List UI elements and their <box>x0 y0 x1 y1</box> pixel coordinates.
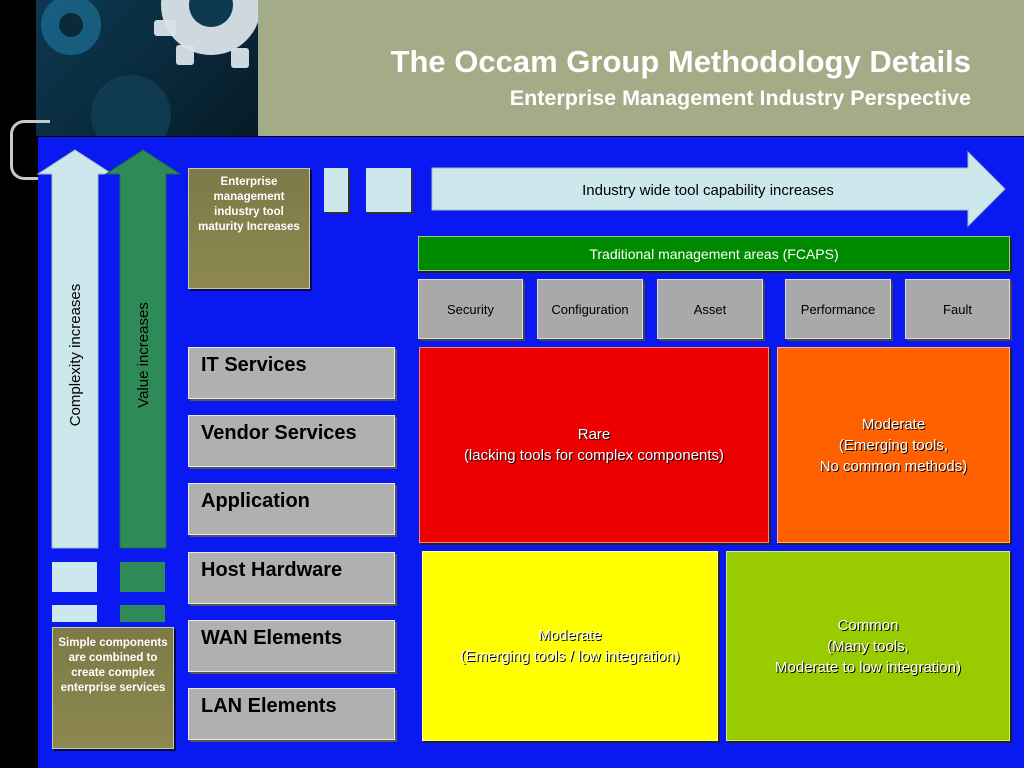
fcaps-header: Traditional management areas (FCAPS) <box>418 236 1010 271</box>
cell-moderate-top-line3: No common methods) <box>819 457 968 475</box>
fcaps-fault: Fault <box>905 279 1010 339</box>
industry-step-2 <box>366 168 411 212</box>
cell-moderate-bottom <box>422 551 718 741</box>
page-title: The Occam Group Methodology Details <box>390 44 971 79</box>
layer-host-hardware: Host Hardware <box>188 552 395 604</box>
cell-common <box>726 551 1010 741</box>
vertical-arrows <box>36 148 186 553</box>
value-step-2 <box>120 605 165 622</box>
cell-rare-line1: Rare <box>577 426 611 443</box>
fcaps-security: Security <box>418 279 523 339</box>
complexity-label: Complexity increases <box>66 283 84 427</box>
fcaps-asset: Asset <box>657 279 763 339</box>
layer-application: Application <box>188 483 395 535</box>
gear-photo <box>36 0 258 136</box>
industry-step-1 <box>324 168 348 212</box>
layer-lan-elements: LAN Elements <box>188 688 395 740</box>
cell-moderate-bottom-line1: Moderate <box>538 627 602 644</box>
complexity-step-2 <box>52 605 97 622</box>
cell-moderate-top-line2: (Emerging tools, <box>838 436 949 454</box>
cell-moderate-top <box>777 347 1010 543</box>
cell-common-line1: Common <box>837 616 899 634</box>
cell-rare-line2: (lacking tools for complex components) <box>463 447 725 464</box>
simple-components-note: Simple components are combined to create complex enterprise services <box>52 627 174 749</box>
layer-vendor-services: Vendor Services <box>188 415 395 467</box>
layer-it-services: IT Services <box>188 347 395 399</box>
industry-arrow-label: Industry wide tool capability increases <box>582 181 834 199</box>
value-step-1 <box>120 562 165 592</box>
cell-rare <box>419 347 769 543</box>
gear-graphic <box>36 0 258 136</box>
cell-common-line3: Moderate to low integration) <box>775 658 961 676</box>
fcaps-configuration: Configuration <box>537 279 643 339</box>
layer-wan-elements: WAN Elements <box>188 620 395 672</box>
value-label: Value increases <box>134 302 152 408</box>
maturity-note: Enterprise management industry tool maturity Increases <box>188 168 310 289</box>
cell-moderate-bottom-line2: (Emerging tools / low integration) <box>460 648 680 665</box>
cell-common-line2: (Many tools, <box>827 637 909 655</box>
fcaps-performance: Performance <box>785 279 891 339</box>
page-subtitle: Enterprise Management Industry Perspective <box>509 86 971 110</box>
complexity-step-1 <box>52 562 97 592</box>
cell-moderate-top-line1: Moderate <box>861 415 926 433</box>
